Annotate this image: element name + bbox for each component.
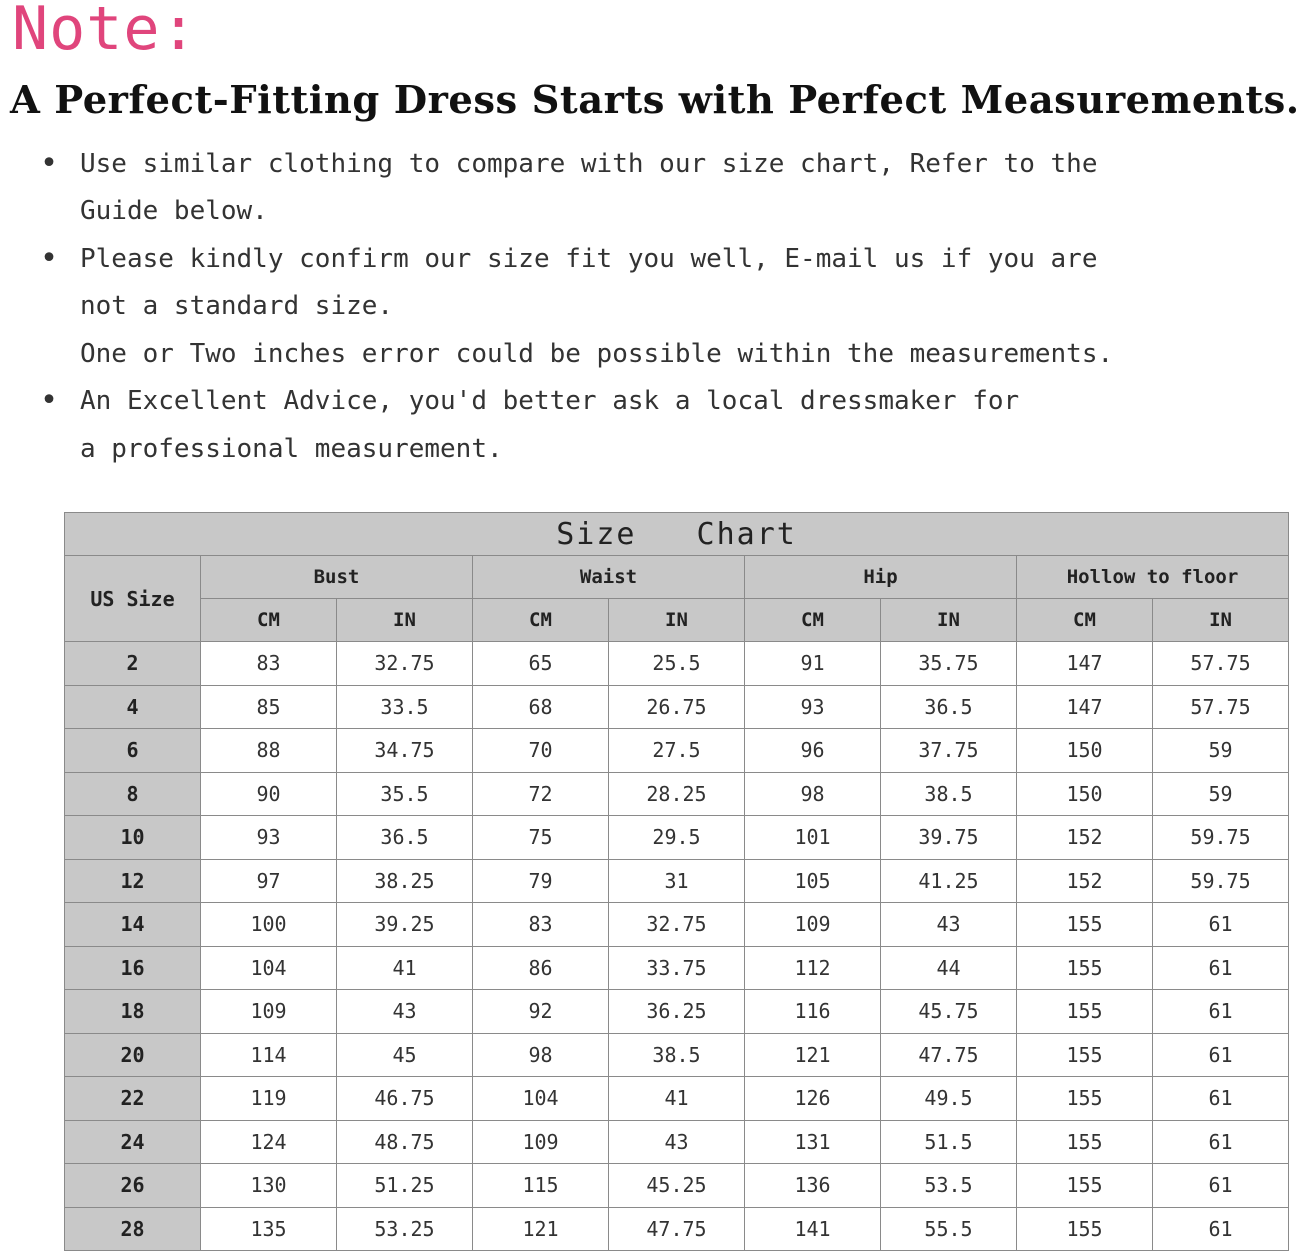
measurement-cell: 109 [745,903,881,947]
measurement-cell: 26.75 [609,685,745,729]
measurement-cell: 131 [745,1120,881,1164]
guide-line: a professional measurement. [80,434,503,464]
table-row [65,1164,1289,1208]
measurement-cell: 25.5 [609,642,745,686]
measurement-cell: 48.75 [337,1120,473,1164]
guide-line: One or Two inches error could be possible within the measurements. [80,339,1114,369]
us-size-cell: 8 [65,772,201,816]
measurement-cell: 79 [473,859,609,903]
measurement-cell: 27.5 [609,729,745,773]
us-size-cell: 18 [65,990,201,1034]
measurement-cell: 34.75 [337,729,473,773]
table-row [65,1120,1289,1164]
guide-line: not a standard size. [80,291,394,321]
measurement-cell: 68 [473,685,609,729]
table-row [65,946,1289,990]
size-chart-title: Size Chart [65,513,1289,556]
us-size-cell: 14 [65,903,201,947]
measurement-cell: 104 [201,946,337,990]
measurement-cell: 155 [1017,1033,1153,1077]
measurement-cell: 121 [473,1207,609,1251]
table-row [65,903,1289,947]
measurement-cell: 41 [337,946,473,990]
measurement-cell: 61 [1153,990,1289,1034]
group-header-waist: Waist [473,556,745,599]
measurement-cell: 96 [745,729,881,773]
table-row [65,685,1289,729]
group-header-bust: Bust [201,556,473,599]
measurement-cell: 90 [201,772,337,816]
measurement-cell: 53.5 [881,1164,1017,1208]
table-row [65,772,1289,816]
measurement-cell: 85 [201,685,337,729]
table-row [65,1033,1289,1077]
measurement-cell: 116 [745,990,881,1034]
measurement-cell: 28.25 [609,772,745,816]
measurement-cell: 45 [337,1033,473,1077]
measurement-cell: 126 [745,1077,881,1121]
measurement-cell: 53.25 [337,1207,473,1251]
measurement-cell: 86 [473,946,609,990]
measurement-cell: 135 [201,1207,337,1251]
us-size-cell: 16 [65,946,201,990]
measurement-cell: 39.75 [881,816,1017,860]
measurement-cell: 83 [201,642,337,686]
measurement-cell: 112 [745,946,881,990]
measurement-cell: 70 [473,729,609,773]
measurement-cell: 36.5 [881,685,1017,729]
bullet-icon: • [40,146,59,181]
unit-header: CM [745,599,881,642]
measurement-cell: 61 [1153,903,1289,947]
measurement-cell: 57.75 [1153,685,1289,729]
measurement-cell: 61 [1153,1120,1289,1164]
measurement-cell: 47.75 [609,1207,745,1251]
measurement-cell: 72 [473,772,609,816]
measurement-cell: 59 [1153,772,1289,816]
unit-header: CM [1017,599,1153,642]
group-header-hip: Hip [745,556,1017,599]
measurement-cell: 100 [201,903,337,947]
measurement-cell: 147 [1017,642,1153,686]
us-size-cell: 22 [65,1077,201,1121]
measurement-cell: 29.5 [609,816,745,860]
measurement-cell: 43 [337,990,473,1034]
measurement-cell: 41 [609,1077,745,1121]
note-heading: Note: [12,0,198,64]
measurement-cell: 119 [201,1077,337,1121]
measurement-cell: 104 [473,1077,609,1121]
measurement-cell: 98 [745,772,881,816]
measurement-cell: 152 [1017,816,1153,860]
measurement-cell: 155 [1017,1077,1153,1121]
us-size-header: US Size [65,556,201,642]
measurement-cell: 33.5 [337,685,473,729]
guide-line: Please kindly confirm our size fit you well, E-mail us if you are [80,244,1098,274]
measurement-cell: 155 [1017,903,1153,947]
table-row [65,859,1289,903]
measurement-cell: 43 [881,903,1017,947]
measurement-cell: 65 [473,642,609,686]
measurement-cell: 98 [473,1033,609,1077]
table-row [65,729,1289,773]
measurement-cell: 61 [1153,946,1289,990]
us-size-cell: 2 [65,642,201,686]
measurement-cell: 109 [201,990,337,1034]
measurement-cell: 147 [1017,685,1153,729]
us-size-cell: 12 [65,859,201,903]
measurement-cell: 49.5 [881,1077,1017,1121]
us-size-cell: 20 [65,1033,201,1077]
us-size-cell: 28 [65,1207,201,1251]
measurement-cell: 45.25 [609,1164,745,1208]
measurement-cell: 152 [1017,859,1153,903]
measurement-cell: 37.75 [881,729,1017,773]
unit-header: IN [881,599,1017,642]
measurement-cell: 150 [1017,772,1153,816]
measurement-cell: 38.25 [337,859,473,903]
measurement-cell: 155 [1017,946,1153,990]
measurement-cell: 32.75 [337,642,473,686]
size-chart-body [65,642,1289,1251]
us-size-cell: 10 [65,816,201,860]
table-row [65,642,1289,686]
us-size-cell: 4 [65,685,201,729]
unit-header: IN [609,599,745,642]
measurement-cell: 55.5 [881,1207,1017,1251]
group-header-hollow-to-floor: Hollow to floor [1017,556,1289,599]
measurement-cell: 155 [1017,1207,1153,1251]
measurement-cell: 141 [745,1207,881,1251]
guide-line: An Excellent Advice, you'd better ask a local dressmaker for [80,386,1020,416]
measurement-cell: 59 [1153,729,1289,773]
table-row [65,1077,1289,1121]
guide-line: Use similar clothing to compare with our size chart, Refer to the [80,149,1098,179]
measurement-cell: 41.25 [881,859,1017,903]
measurement-cell: 155 [1017,990,1153,1034]
measurement-cell: 46.75 [337,1077,473,1121]
measurement-cell: 136 [745,1164,881,1208]
table-row [65,990,1289,1034]
measurement-cell: 97 [201,859,337,903]
size-chart-table [64,512,1289,1251]
measurement-cell: 88 [201,729,337,773]
measurement-cell: 35.75 [881,642,1017,686]
unit-header: CM [473,599,609,642]
measurement-cell: 150 [1017,729,1153,773]
measurement-cell: 93 [745,685,881,729]
measurement-cell: 31 [609,859,745,903]
measurement-cell: 38.5 [609,1033,745,1077]
measurement-cell: 33.75 [609,946,745,990]
measurement-cell: 61 [1153,1033,1289,1077]
measurement-cell: 155 [1017,1120,1153,1164]
measurement-cell: 92 [473,990,609,1034]
measurement-cell: 83 [473,903,609,947]
measurement-cell: 124 [201,1120,337,1164]
measurement-cell: 115 [473,1164,609,1208]
measurement-cell: 105 [745,859,881,903]
measurement-cell: 61 [1153,1164,1289,1208]
measurement-cell: 51.25 [337,1164,473,1208]
measurement-cell: 38.5 [881,772,1017,816]
measurement-cell: 35.5 [337,772,473,816]
measurement-cell: 109 [473,1120,609,1164]
measurement-cell: 101 [745,816,881,860]
measurement-cell: 51.5 [881,1120,1017,1164]
bullet-icon: • [40,383,59,418]
measurement-cell: 121 [745,1033,881,1077]
measurement-cell: 57.75 [1153,642,1289,686]
table-row [65,816,1289,860]
measurement-cell: 32.75 [609,903,745,947]
measurement-cell: 47.75 [881,1033,1017,1077]
measurement-cell: 93 [201,816,337,860]
guide-line: Guide below. [80,196,268,226]
measurement-cell: 36.5 [337,816,473,860]
measurement-cell: 36.25 [609,990,745,1034]
table-row [65,1207,1289,1251]
measurement-cell: 61 [1153,1207,1289,1251]
us-size-cell: 6 [65,729,201,773]
measurement-cell: 130 [201,1164,337,1208]
measurement-cell: 59.75 [1153,859,1289,903]
measurement-cell: 59.75 [1153,816,1289,860]
bullet-icon: • [40,241,59,276]
measurement-cell: 45.75 [881,990,1017,1034]
us-size-cell: 24 [65,1120,201,1164]
measurement-cell: 43 [609,1120,745,1164]
unit-header: IN [1153,599,1289,642]
measurement-cell: 75 [473,816,609,860]
measurement-cell: 39.25 [337,903,473,947]
measurement-cell: 61 [1153,1077,1289,1121]
unit-header: IN [337,599,473,642]
unit-header: CM [201,599,337,642]
page-subtitle: A Perfect-Fitting Dress Starts with Perfect Measurements. [10,78,1300,123]
measurement-cell: 91 [745,642,881,686]
us-size-cell: 26 [65,1164,201,1208]
measurement-cell: 155 [1017,1164,1153,1208]
measurement-cell: 44 [881,946,1017,990]
measurement-cell: 114 [201,1033,337,1077]
